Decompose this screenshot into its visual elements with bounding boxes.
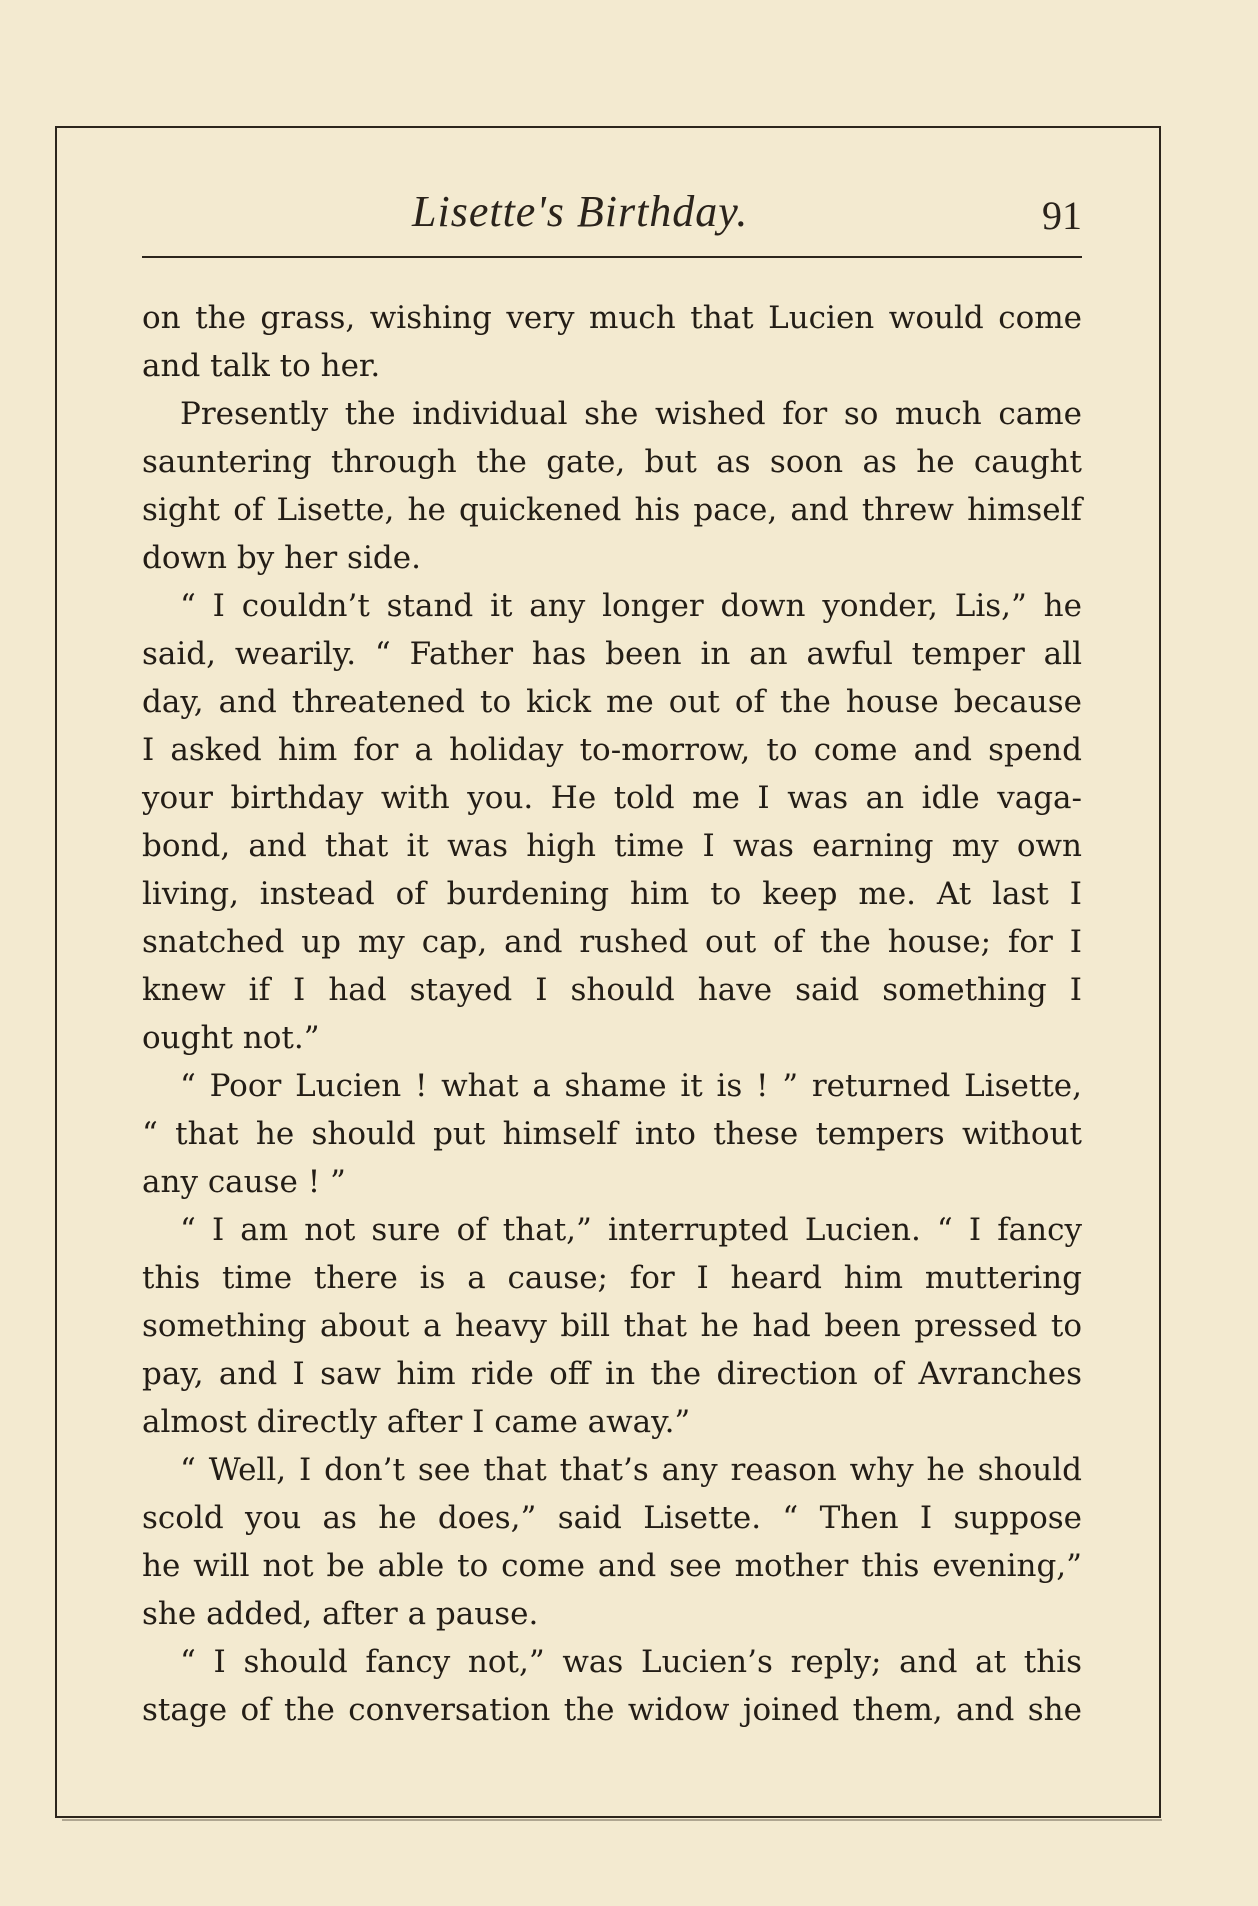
text-line: said, wearily. “ Father has been in an awful temper all: [142, 636, 1082, 672]
text-line: she added, after a pause.: [142, 1596, 539, 1632]
text-line: “ that he should put himself into these tempers without: [142, 1116, 1082, 1152]
page-border-shadow: [62, 1819, 1162, 1821]
text-line: he will not be able to come and see mother this evening,”: [142, 1548, 1082, 1584]
text-line: snatched up my cap, and rushed out of the house; for I: [142, 924, 1082, 960]
text-line: this time there is a cause; for I heard him muttering: [142, 1260, 1082, 1296]
text-line: sight of Lisette, he quickened his pace, and threw himself: [142, 492, 1082, 528]
body-text: [142, 294, 1082, 1734]
text-line: and talk to her.: [142, 348, 381, 384]
text-line: knew if I had stayed I should have said something I: [142, 972, 1082, 1008]
text-line: almost directly after I came away.”: [142, 1404, 691, 1440]
text-line: I asked him for a holiday to-morrow, to come and spend: [142, 732, 1082, 768]
running-title: Lisette's Birthday.: [412, 187, 749, 236]
text-line: living, instead of burdening him to keep me. At last I: [142, 876, 1082, 912]
text-line: “ Poor Lucien ! what a shame it is ! ” returned Lisette,: [180, 1068, 1082, 1104]
text-line: “ I couldn’t stand it any longer down yonder, Lis,” he: [180, 588, 1082, 624]
text-line: any cause ! ”: [142, 1164, 346, 1200]
header-rule: [142, 256, 1082, 258]
text-line: scold you as he does,” said Lisette. “ Then I suppose: [142, 1500, 1082, 1536]
text-line: bond, and that it was high time I was earning my own: [142, 828, 1082, 864]
text-line: your birthday with you. He told me I was an idle vaga-: [142, 780, 1082, 816]
text-line: down by her side.: [142, 540, 421, 576]
text-line: stage of the conversation the widow joined them, and she: [142, 1692, 1082, 1728]
text-line: “ I am not sure of that,” interrupted Lucien. “ I fancy: [180, 1212, 1082, 1248]
text-line: pay, and I saw him ride off in the direction of Avranches: [142, 1356, 1082, 1392]
text-line: on the grass, wishing very much that Lucien would come: [142, 300, 1082, 336]
page-number: 91: [1042, 193, 1082, 238]
text-line: “ I should fancy not,” was Lucien’s reply; and at this: [180, 1644, 1082, 1680]
text-line: Presently the individual she wished for so much came: [180, 396, 1082, 432]
text-line: “ Well, I don’t see that that’s any reason why he should: [180, 1452, 1082, 1488]
text-line: ought not.”: [142, 1020, 320, 1056]
text-line: something about a heavy bill that he had been pressed to: [142, 1308, 1082, 1344]
running-head: [142, 186, 1082, 246]
text-line: day, and threatened to kick me out of the house because: [142, 684, 1082, 720]
text-line: sauntering through the gate, but as soon as he caught: [142, 444, 1082, 480]
